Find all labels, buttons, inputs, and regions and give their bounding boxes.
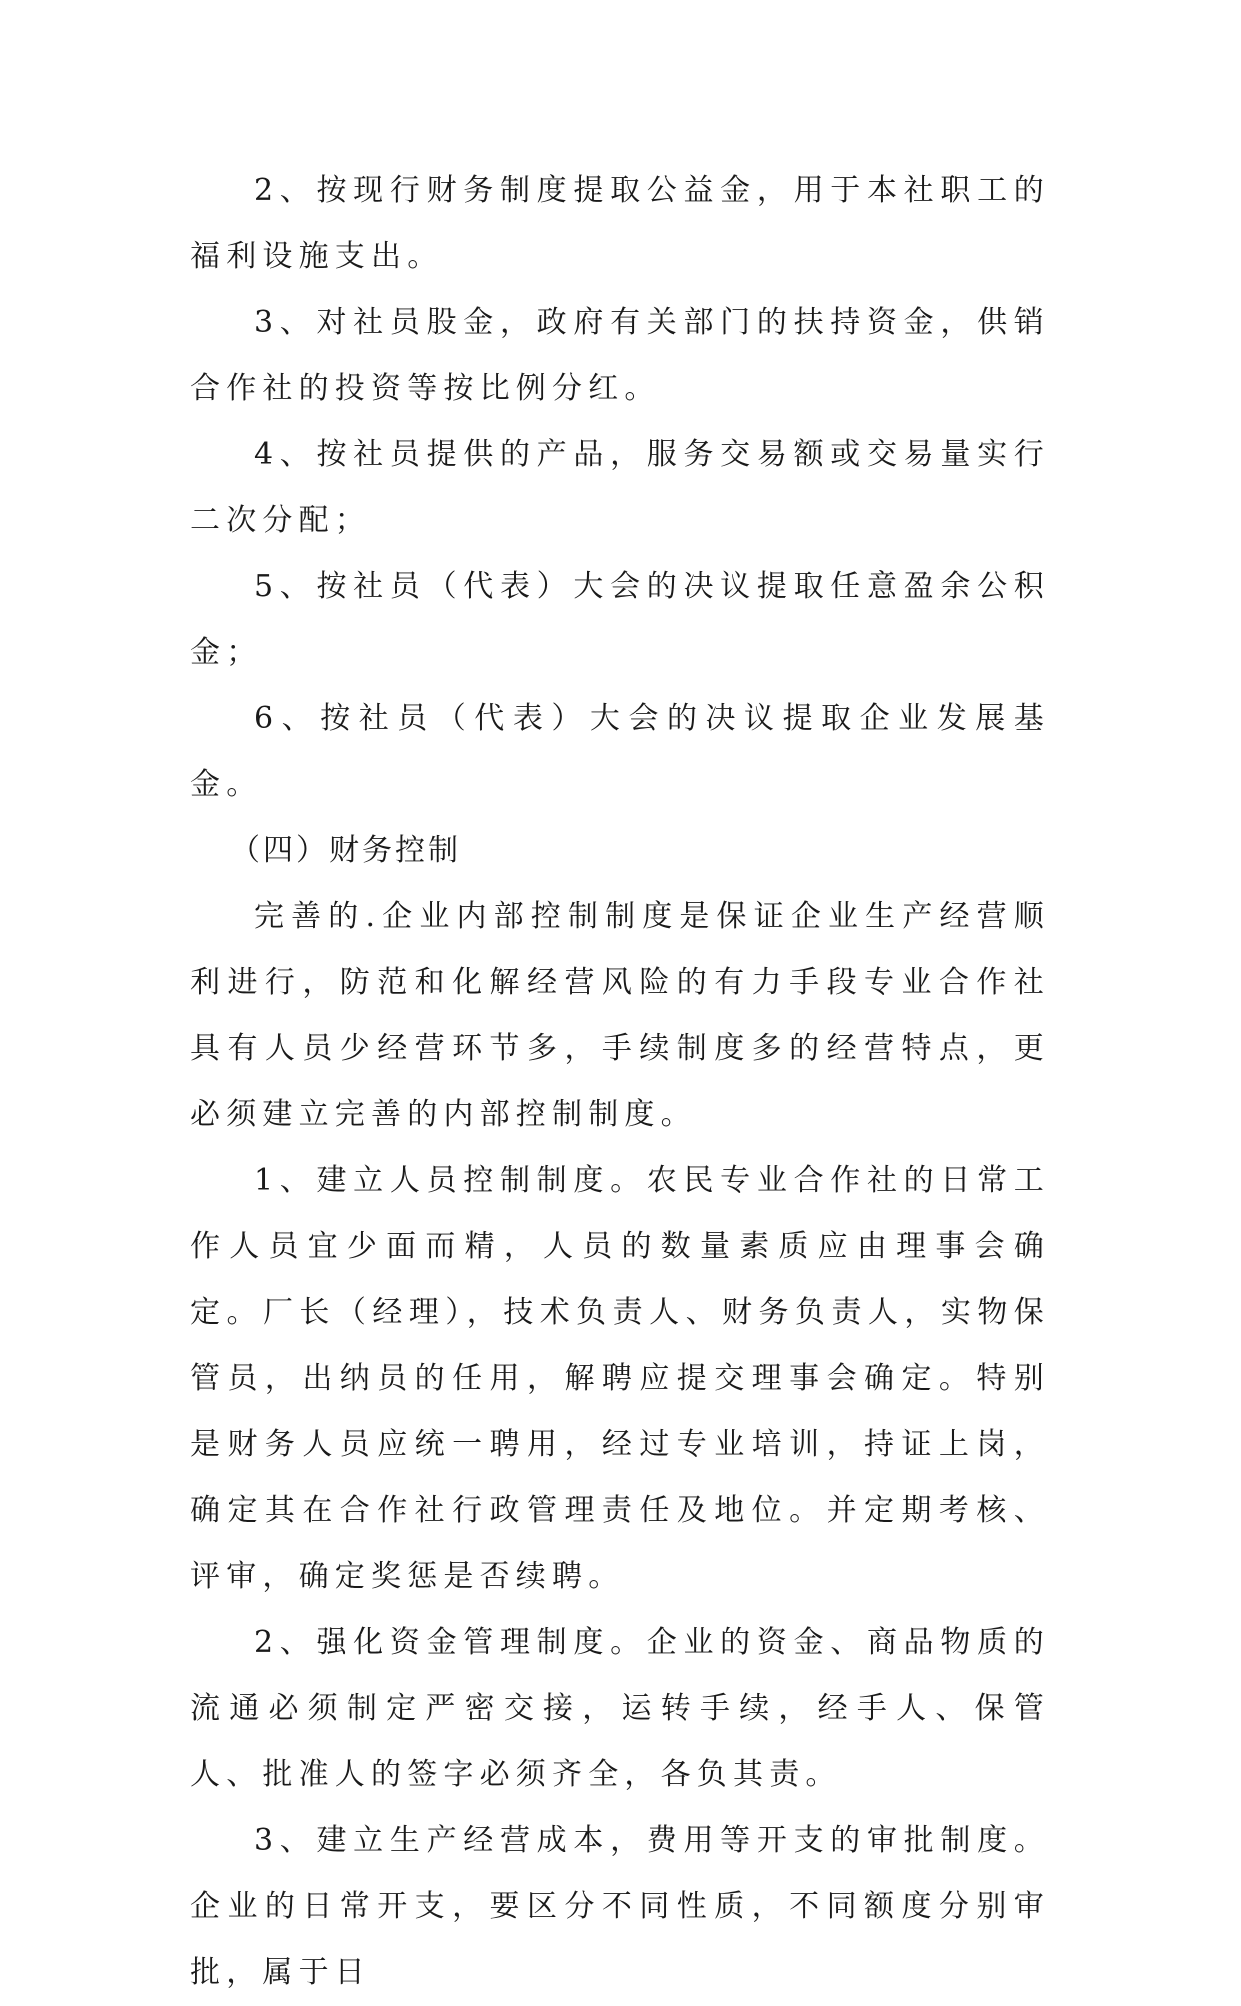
paragraph-internal-control-intro: 完善的.企业内部控制制度是保证企业生产经营顺利进行，防范和化解经营风险的有力手段专业合作社具有人员少经营环节多，手续制度多的经营特点，更必须建立完善的内部控制制度。 [190, 899, 1050, 1132]
paragraph-surplus-reserve: 5、按社员（代表）大会的决议提取任意盈余公积金； [190, 569, 1050, 670]
paragraph-fund-management: 2、强化资金管理制度。企业的资金、商品物质的流通必须制定严密交接，运转手续，经手人、保管人、批准人的签字必须齐全，各负其责。 [190, 1625, 1050, 1792]
document-body [190, 158, 1050, 2006]
paragraph-personnel-control: 1、建立人员控制制度。农民专业合作社的日常工作人员宜少面而精，人员的数量素质应由理事会确定。厂长（经理），技术负责人、财务负责人，实物保管员，出纳员的任用，解聘应提交理事会确定。特别是财务人员应统一聘用，经过专业培训，持证上岗，确定其在合作社行政管理责任及地位。并定期考核、评审，确定奖惩是否续聘。 [190, 1163, 1050, 1594]
paragraph-dividend: 3、对社员股金，政府有关部门的扶持资金，供销合作社的投资等按比例分红。 [190, 305, 1050, 406]
paragraph-welfare-fund: 2、按现行财务制度提取公益金，用于本社职工的福利设施支出。 [190, 173, 1050, 274]
section-heading-financial-control: （四）财务控制 [230, 833, 461, 868]
paragraph-expense-approval: 3、建立生产经营成本，费用等开支的审批制度。企业的日常开支，要区分不同性质，不同额度分别审批，属于日 [190, 1823, 1050, 1990]
paragraph-secondary-distribution: 4、按社员提供的产品，服务交易额或交易量实行二次分配； [190, 437, 1050, 538]
paragraph-development-fund: 6、按社员（代表）大会的决议提取企业发展基金。 [190, 701, 1050, 802]
